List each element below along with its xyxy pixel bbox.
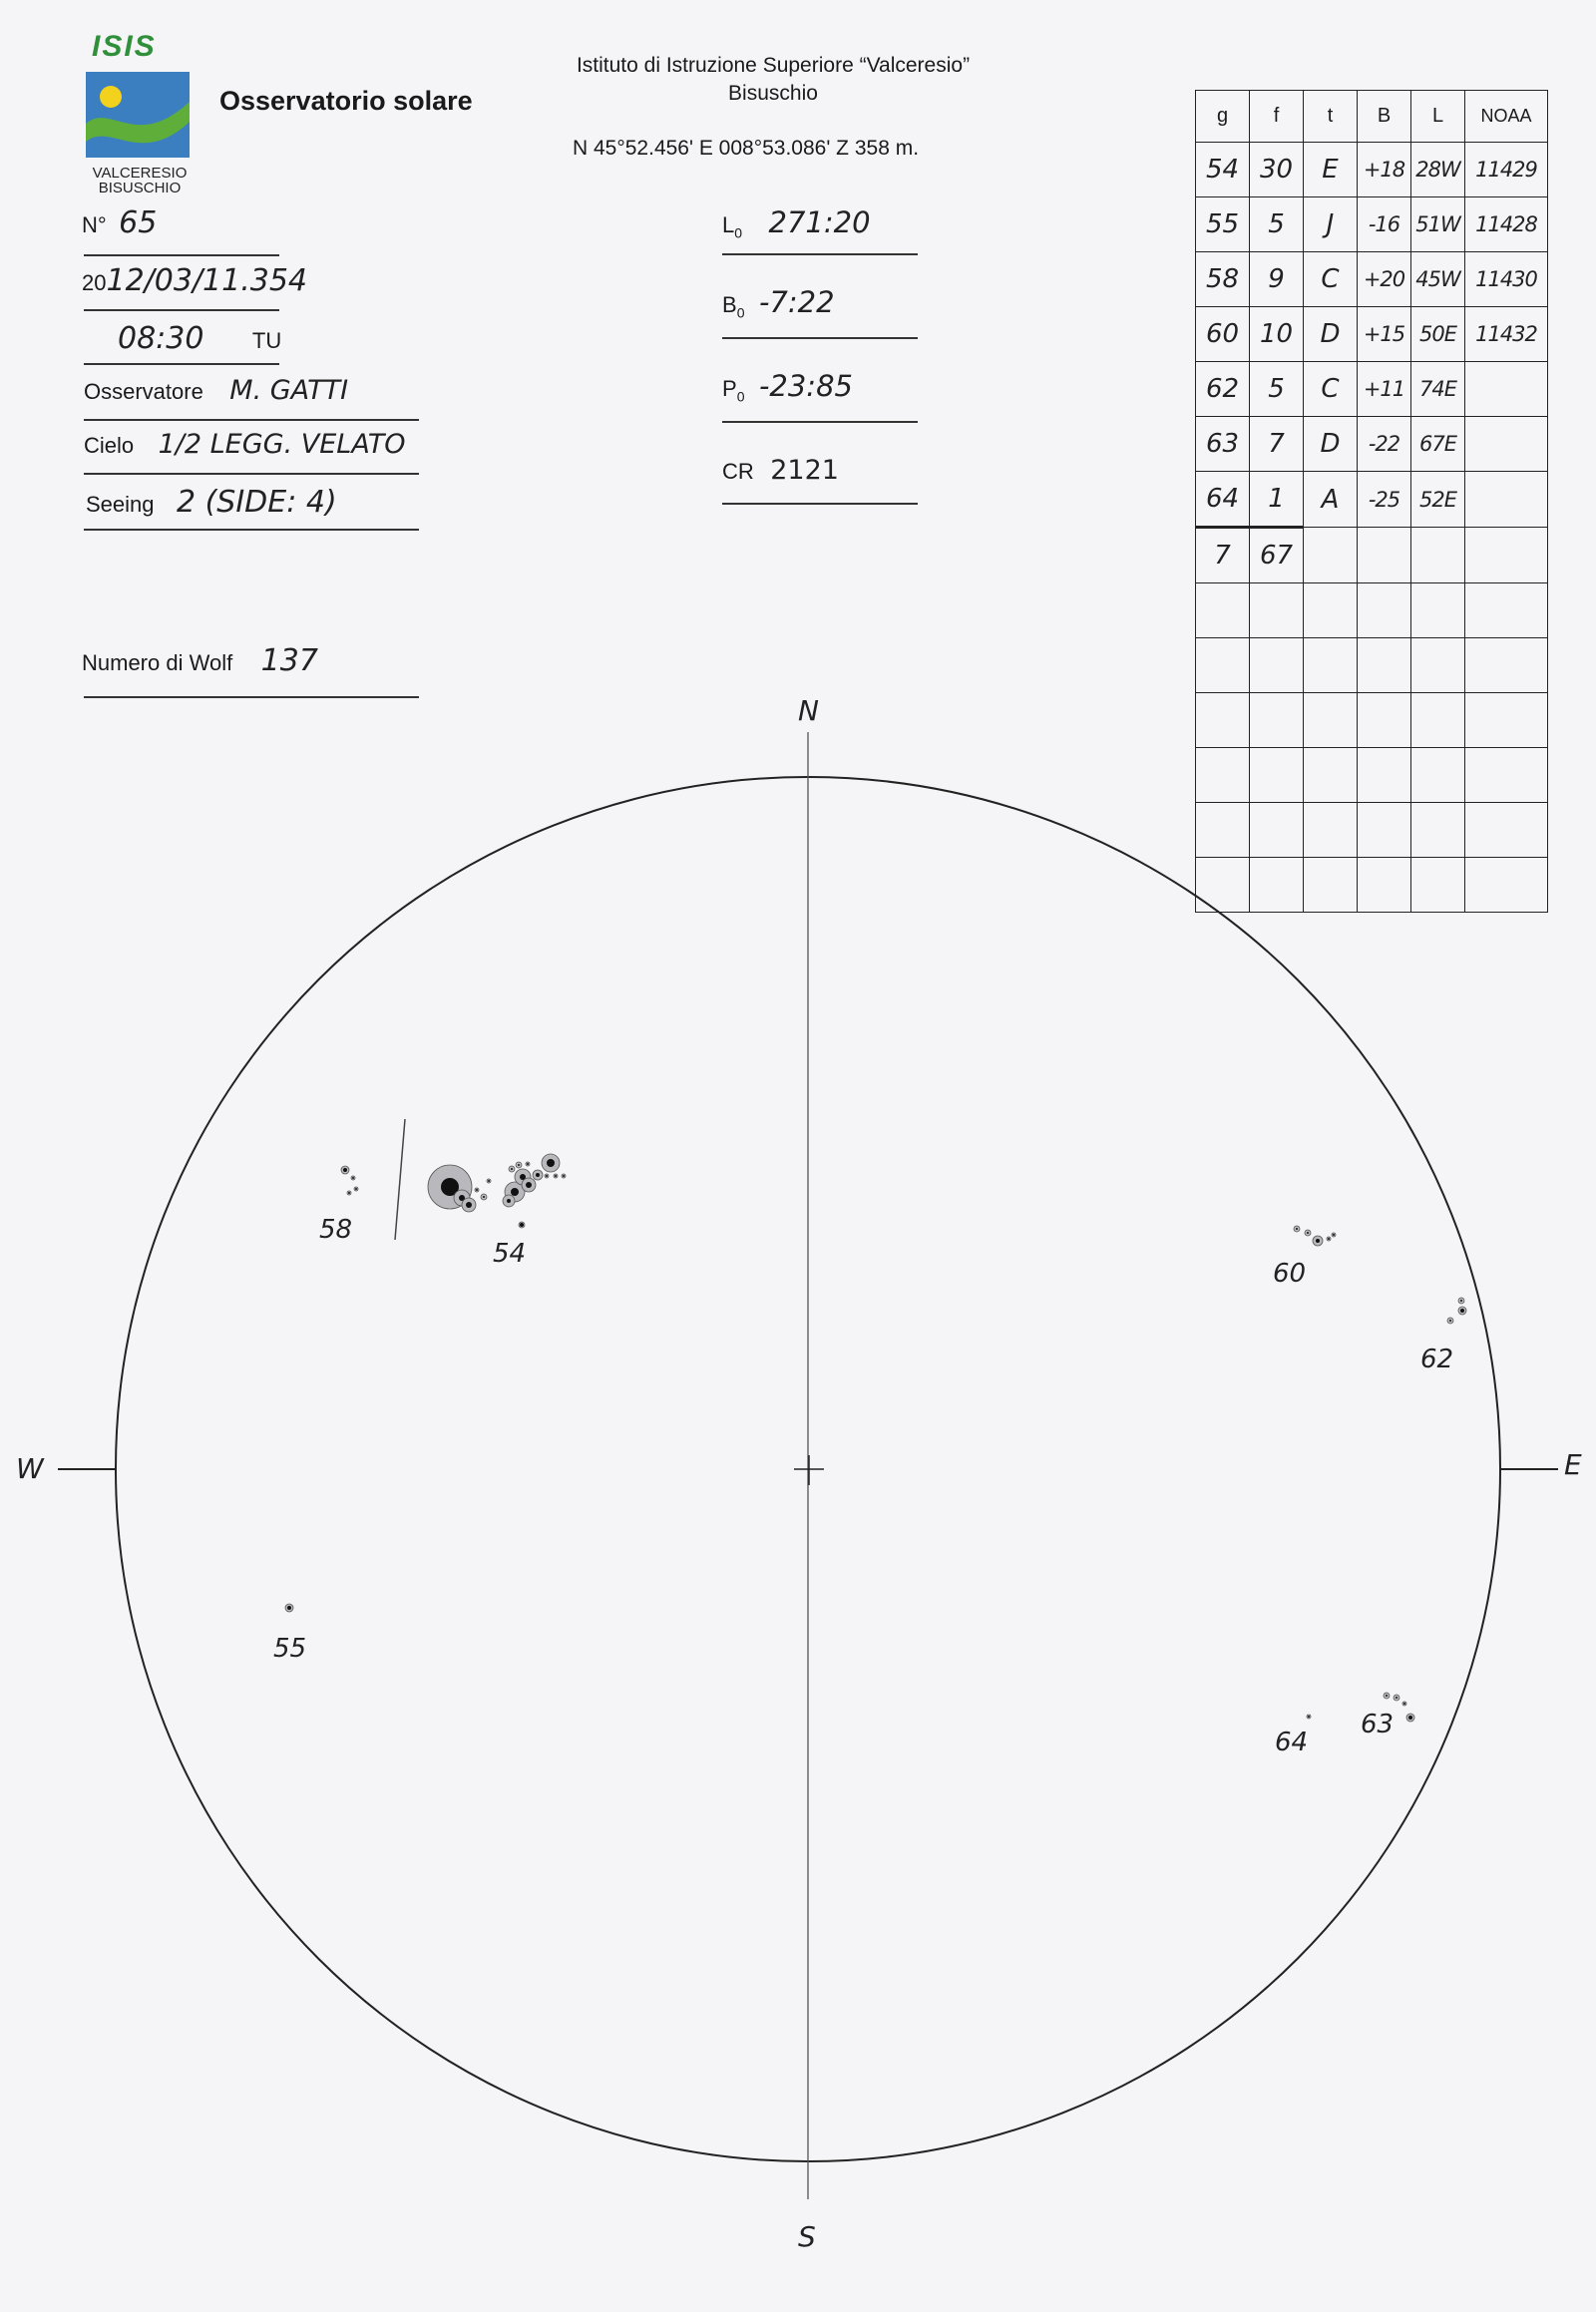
table-cell: -25 [1358, 472, 1411, 528]
sunspot-umbra [352, 1177, 354, 1179]
sunspot-umbra [520, 1223, 524, 1227]
sunspot-umbra [526, 1182, 532, 1188]
l0-field: $L_0$ 271:20 [722, 205, 871, 241]
table-cell: 11428 [1465, 197, 1548, 252]
table-cell: 51W [1411, 197, 1465, 252]
b0-field: $B_0$ -7:22 [722, 285, 835, 321]
logo-caption: VALCERESIO BISUSCHIO [92, 165, 188, 196]
table-cell: 63 [1196, 417, 1250, 472]
observation-number: N° 65 [82, 205, 158, 240]
group-label-54: 54 [493, 1239, 527, 1269]
sunspot-umbra [1403, 1703, 1405, 1705]
sunspot-umbra [518, 1164, 520, 1166]
sunspot-umbra [1460, 1309, 1464, 1313]
column-header: g [1196, 91, 1250, 143]
total-cell: 7 [1196, 528, 1250, 583]
sunspot-umbra [348, 1192, 350, 1194]
sunspot-umbra [563, 1175, 565, 1177]
north-label: N [798, 694, 819, 727]
sunspot-umbra [476, 1189, 478, 1191]
sunspot-umbra [355, 1188, 357, 1190]
table-cell: 5 [1250, 362, 1304, 417]
west-label: W [16, 1452, 44, 1485]
table-cell: 30 [1250, 143, 1304, 197]
site-coordinates: N 45°52.456' E 008°53.086' Z 358 m. [573, 137, 920, 160]
sunspot-umbra [1328, 1238, 1330, 1240]
table-cell: 10 [1250, 307, 1304, 362]
table-cell: 11429 [1465, 143, 1548, 197]
table-cell: -22 [1358, 417, 1411, 472]
sunspot-umbra [547, 1159, 555, 1167]
carrington-rotation-field: CR 2121 [722, 455, 839, 486]
table-cell: D [1304, 307, 1358, 362]
south-label: S [798, 2220, 816, 2253]
sunspot-umbra [466, 1202, 472, 1208]
total-cell: 67 [1250, 528, 1304, 583]
table-cell: 60 [1196, 307, 1250, 362]
sunspot-umbra [343, 1168, 347, 1172]
table-cell: 9 [1250, 252, 1304, 307]
observer-field: Osservatore M. GATTI [84, 375, 349, 406]
sunspot-umbra [483, 1196, 485, 1198]
table-cell: 52E [1411, 472, 1465, 528]
sunspot-umbra [1449, 1320, 1451, 1322]
table-cell: 11432 [1465, 307, 1548, 362]
table-cell: 7 [1250, 417, 1304, 472]
sunspot-umbra [488, 1180, 490, 1182]
table-cell: 54 [1196, 143, 1250, 197]
sunspot-umbra [527, 1163, 529, 1165]
table-cell: 5 [1250, 197, 1304, 252]
sunspot-umbra [546, 1175, 548, 1177]
table-cell: 55 [1196, 197, 1250, 252]
observatory-title: Osservatorio solare [219, 86, 473, 116]
observation-time: 08:30 TU [118, 321, 282, 356]
logo-wordmark: ISIS [92, 30, 157, 63]
table-cell: 67E [1411, 417, 1465, 472]
column-header: B [1358, 91, 1411, 143]
table-cell: A [1304, 472, 1358, 528]
sunspot-umbra [1296, 1228, 1298, 1230]
column-header: t [1304, 91, 1358, 143]
table-cell: 50E [1411, 307, 1465, 362]
table-cell: E [1304, 143, 1358, 197]
table-cell: +15 [1358, 307, 1411, 362]
group-label-58: 58 [319, 1215, 353, 1245]
sky-field: Cielo 1/2 LEGG. VELATO [84, 429, 406, 460]
sunspot-umbra [511, 1188, 519, 1196]
table-cell: C [1304, 252, 1358, 307]
group-label-64: 64 [1275, 1728, 1309, 1757]
sunspot-umbra [1386, 1695, 1388, 1697]
group-label-60: 60 [1273, 1259, 1307, 1289]
table-cell: 64 [1196, 472, 1250, 528]
table-cell: 11430 [1465, 252, 1548, 307]
sunspot-umbra [511, 1168, 513, 1170]
table-cell: 28W [1411, 143, 1465, 197]
sunspot-umbra [1308, 1716, 1310, 1718]
table-cell: J [1304, 197, 1358, 252]
sunspot-umbra [1408, 1716, 1412, 1720]
column-header: NOAA [1465, 91, 1548, 143]
table-cell: D [1304, 417, 1358, 472]
table-cell: +20 [1358, 252, 1411, 307]
sunspot-umbra [1307, 1232, 1309, 1234]
group-label-55: 55 [273, 1634, 307, 1664]
table-cell: 45W [1411, 252, 1465, 307]
group-separator-line [395, 1119, 405, 1240]
table-cell: +18 [1358, 143, 1411, 197]
table-cell: 58 [1196, 252, 1250, 307]
institute-name: Istituto di Istruzione Superiore “Valceresio” Bisuschio [576, 54, 971, 105]
sunspot-umbra [507, 1199, 511, 1203]
column-header: f [1250, 91, 1304, 143]
sunspot-umbra [287, 1606, 291, 1610]
wolf-number-field: Numero di Wolf 137 [82, 643, 318, 678]
sunspot-umbra [1396, 1697, 1397, 1699]
sunspot-umbra [555, 1175, 557, 1177]
sunspot-umbra [536, 1173, 540, 1177]
sunspot-umbra [1333, 1234, 1335, 1236]
table-cell: 62 [1196, 362, 1250, 417]
table-cell: +11 [1358, 362, 1411, 417]
table-cell: -16 [1358, 197, 1411, 252]
table-cell: C [1304, 362, 1358, 417]
table-cell: 1 [1250, 472, 1304, 528]
group-label-63: 63 [1361, 1710, 1395, 1739]
table-cell: 74E [1411, 362, 1465, 417]
east-label: E [1564, 1448, 1582, 1481]
sunspot-umbra [1460, 1300, 1462, 1302]
column-header: L [1411, 91, 1465, 143]
sunspot-umbra [1316, 1239, 1320, 1243]
group-label-62: 62 [1420, 1345, 1454, 1374]
observation-date: 2012/03/11.354 [82, 263, 308, 298]
seeing-field: Seeing 2 (SIDE: 4) [86, 485, 337, 520]
p0-field: $P_0$ -23:85 [722, 369, 853, 405]
